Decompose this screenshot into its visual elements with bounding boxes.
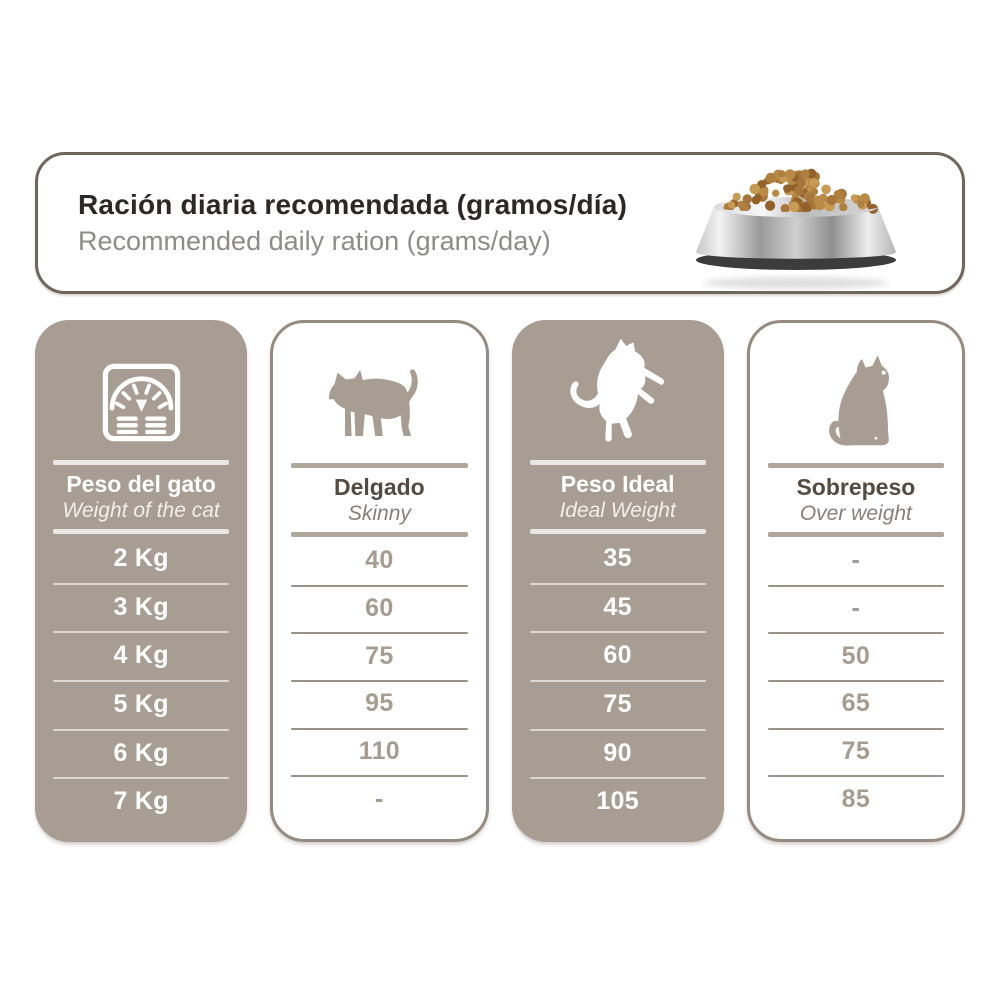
kibble-bowl-image xyxy=(686,163,916,295)
value-cell: 7 Kg xyxy=(35,777,247,826)
value-cell: - xyxy=(851,546,861,575)
leaping-cat-icon xyxy=(559,337,677,450)
value-cell: 4 Kg xyxy=(35,631,247,680)
column-title: Peso Ideal xyxy=(560,471,675,497)
scale-icon xyxy=(94,355,189,450)
value-cell: 95 xyxy=(273,680,485,728)
column-subtitle: Skinny xyxy=(347,502,411,525)
column-title: Peso del gato xyxy=(66,471,216,497)
sitting-cat-icon xyxy=(807,345,905,453)
value-cell: - xyxy=(273,775,485,823)
value-cell: 105 xyxy=(512,777,724,826)
value-cell: 90 xyxy=(512,729,724,778)
value-cell: 85 xyxy=(750,775,962,823)
column-values xyxy=(35,534,247,842)
value-cell: 6 Kg xyxy=(35,729,247,778)
value-cell: 40 xyxy=(365,546,394,575)
value-cell: 110 xyxy=(273,728,485,776)
feeding-table xyxy=(35,320,965,842)
column-title: Sobrepeso xyxy=(796,474,916,500)
value-cell: 75 xyxy=(750,728,962,776)
column-subtitle: Weight of the cat xyxy=(62,499,220,522)
value-cell: 60 xyxy=(273,585,485,633)
header-text-block xyxy=(78,189,627,257)
column-over-weight xyxy=(747,320,965,842)
column-title: Delgado xyxy=(334,474,425,500)
column-weight-of-cat xyxy=(35,320,247,842)
column-skinny xyxy=(270,320,488,842)
value-cell: 45 xyxy=(512,583,724,632)
column-values xyxy=(512,534,724,842)
column-subtitle: Over weight xyxy=(799,502,912,525)
value-cell: 2 Kg xyxy=(113,543,169,572)
value-cell: 65 xyxy=(750,680,962,728)
recommended-ration-header-box xyxy=(35,152,965,294)
value-cell: 5 Kg xyxy=(35,680,247,729)
value-cell: 3 Kg xyxy=(35,583,247,632)
column-subtitle: Ideal Weight xyxy=(559,499,676,522)
page-title: Ración diaria recomendada (gramos/día) xyxy=(78,189,628,220)
column-ideal-weight xyxy=(512,320,724,842)
value-cell: 35 xyxy=(603,543,632,572)
value-cell: 75 xyxy=(512,680,724,729)
walking-cat-icon xyxy=(321,368,437,453)
value-cell: 75 xyxy=(273,632,485,680)
value-cell: 60 xyxy=(512,631,724,680)
column-values xyxy=(273,537,485,839)
page-subtitle: Recommended daily ration (grams/day) xyxy=(78,226,551,256)
column-values xyxy=(750,537,962,839)
value-cell: 50 xyxy=(750,632,962,680)
bowl-reflection xyxy=(704,277,888,289)
value-cell: - xyxy=(750,585,962,633)
